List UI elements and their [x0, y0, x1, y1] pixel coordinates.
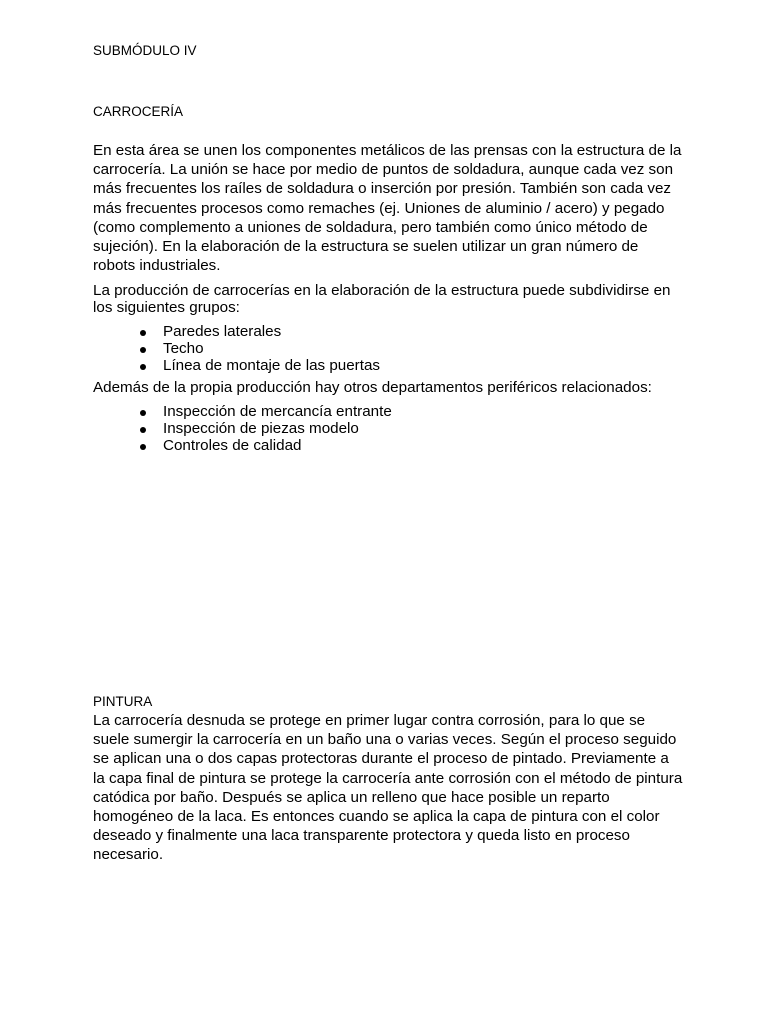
- list-item: Paredes laterales: [93, 324, 380, 341]
- list-item: Inspección de mercancía entrante: [93, 404, 392, 421]
- bullet-icon: [140, 410, 146, 416]
- bullet-icon: [140, 427, 146, 433]
- module-title: SUBMÓDULO IV: [93, 43, 197, 58]
- departments-list: [93, 404, 392, 454]
- bullet-icon: [140, 444, 146, 450]
- section-heading-carroceria: CARROCERÍA: [93, 104, 184, 119]
- bullet-icon: [140, 347, 146, 353]
- carroceria-paragraph-3: Además de la propia producción hay otros departamentos periféricos relacionados:: [93, 379, 652, 396]
- carroceria-paragraph-1: En esta área se unen los componentes metálicos de las prensas con la estructura de la carrocería. La unión se hace por medio de puntos de soldadura, aunque cada vez son más frecuentes los raíles de soldadura o inserción por presión. También son cada vez más frecuentes procesos como remaches (ej. Uniones de aluminio / acero) y pegado (como complemento a uniones de soldadura, pero también como único método de sujeción). En la elaboración de la estructura se suelen utilizar un gran número de robots industriales.: [93, 142, 682, 275]
- bullet-icon: [140, 364, 146, 370]
- list-item: Controles de calidad: [93, 438, 392, 455]
- list-item: Techo: [93, 341, 380, 358]
- bullet-icon: [140, 330, 146, 336]
- section-heading-pintura: PINTURA: [93, 694, 153, 709]
- list-item: Línea de montaje de las puertas: [93, 358, 380, 375]
- groups-list: [93, 324, 380, 374]
- carroceria-paragraph-2: La producción de carrocerías en la elaboración de la estructura puede subdividirse en los siguientes grupos:: [93, 282, 671, 316]
- pintura-paragraph: La carrocería desnuda se protege en primer lugar contra corrosión, para lo que se suele sumergir la carrocería en un baño una o varias veces. Según el proceso seguido se aplican una o dos capas protectoras durante el proceso de pintado. Previamente a la capa final de pintura se protege la carrocería ante corrosión con el método de pintura catódica por baño. Después se aplica un relleno que hace posible un reparto homogéneo de la laca. Es entonces cuando se aplica la capa de pintura con el color deseado y finalmente una laca transparente protectora y queda listo en proceso necesario.: [93, 712, 683, 864]
- list-item: Inspección de piezas modelo: [93, 421, 392, 438]
